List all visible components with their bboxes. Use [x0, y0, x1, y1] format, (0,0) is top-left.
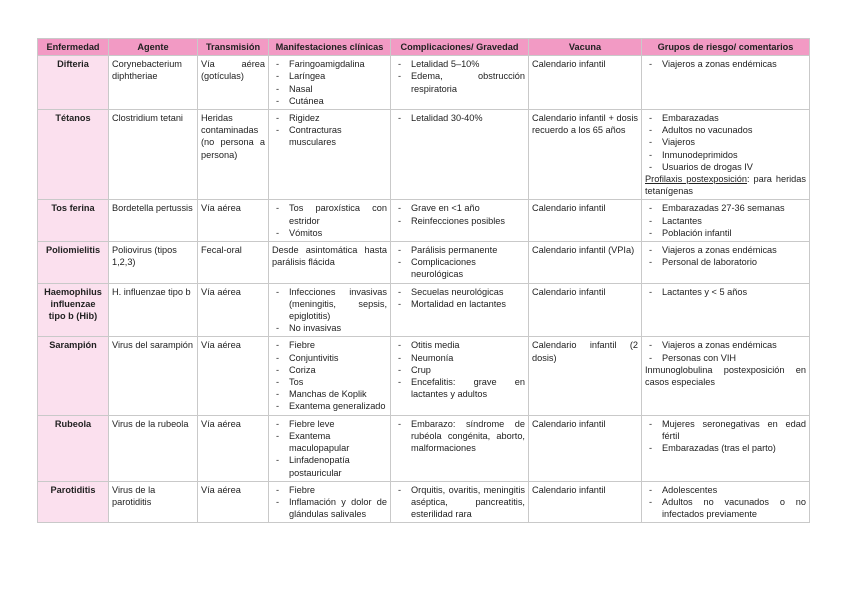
list-item: - Población infantil — [645, 227, 806, 239]
list-item: - Letalidad 30-40% — [394, 112, 525, 124]
list-item: - Personas con VIH — [645, 352, 806, 364]
table-cell — [642, 481, 810, 523]
list-item: - Fiebre leve — [272, 418, 387, 430]
bullet-list — [645, 418, 806, 455]
table-cell: Calendario infantil — [529, 481, 642, 523]
list-item: - Lactantes — [645, 215, 806, 227]
disease-name: Rubeola — [38, 415, 109, 481]
disease-name: Haemophilus influenzae tipo b (Hib) — [38, 283, 109, 337]
list-item: - Embarazo: síndrome de rubéola congénita, aborto, malformaciones — [394, 418, 525, 455]
list-item: - Fiebre — [272, 484, 387, 496]
table-cell: Calendario infantil — [529, 283, 642, 337]
risk-note — [645, 173, 806, 197]
list-item: - Linfadenopatía postauricular — [272, 454, 387, 478]
column-header: Enfermedad — [38, 39, 109, 56]
list-item: - Exantema maculopapular — [272, 430, 387, 454]
list-item: - Embarazadas (tras el parto) — [645, 442, 806, 454]
column-header: Agente — [109, 39, 198, 56]
bullet-list — [645, 286, 806, 298]
list-item: - Infecciones invasivas (meningitis, sepsis, epiglotitis) — [272, 286, 387, 323]
table-cell — [391, 283, 529, 337]
table-row — [38, 200, 810, 242]
table-row — [38, 283, 810, 337]
bullet-list — [394, 202, 525, 226]
table-cell: H. influenzae tipo b — [109, 283, 198, 337]
table-cell: Vía aérea — [198, 481, 269, 523]
bullet-list — [394, 112, 525, 124]
list-item: - Inflamación y dolor de glándulas salivales — [272, 496, 387, 520]
bullet-list — [394, 339, 525, 400]
list-item: - Grave en <1 año — [394, 202, 525, 214]
list-item: - Parálisis permanente — [394, 244, 525, 256]
disease-name: Parotiditis — [38, 481, 109, 523]
bullet-list — [645, 202, 806, 239]
table-cell: Calendario infantil — [529, 56, 642, 110]
table-cell — [269, 110, 391, 200]
table-cell — [391, 56, 529, 110]
table-cell: Virus de la rubeola — [109, 415, 198, 481]
list-item: - No invasivas — [272, 322, 387, 334]
table-cell — [642, 283, 810, 337]
list-item: - Encefalitis: grave en lactantes y adultos — [394, 376, 525, 400]
table-cell — [269, 337, 391, 415]
disease-name: Tos ferina — [38, 200, 109, 242]
table-cell: Virus del sarampión — [109, 337, 198, 415]
list-item: - Mujeres seronegativas en edad fértil — [645, 418, 806, 442]
list-item: - Letalidad 5–10% — [394, 58, 525, 70]
list-item: - Viajeros a zonas endémicas — [645, 58, 806, 70]
list-item: - Tos — [272, 376, 387, 388]
table-cell — [269, 283, 391, 337]
table-row — [38, 337, 810, 415]
bullet-list — [272, 484, 387, 521]
bullet-list — [645, 244, 806, 268]
table-cell: Desde asintomática hasta parálisis flácida — [269, 242, 391, 284]
table-cell — [642, 200, 810, 242]
table-row — [38, 110, 810, 200]
table-cell — [269, 56, 391, 110]
column-header: Grupos de riesgo/ comentarios — [642, 39, 810, 56]
bullet-list — [645, 484, 806, 521]
list-item: - Embarazadas — [645, 112, 806, 124]
table-cell: Vía aérea — [198, 415, 269, 481]
list-item: - Tos paroxística con estridor — [272, 202, 387, 226]
table-cell: Corynebacterium diphtheriae — [109, 56, 198, 110]
bullet-list — [394, 244, 525, 281]
list-item: - Vómitos — [272, 227, 387, 239]
table-cell: Vía aérea — [198, 283, 269, 337]
bullet-list — [272, 418, 387, 479]
table-cell — [391, 200, 529, 242]
table-cell: Calendario infantil + dosis recuerdo a los 65 años — [529, 110, 642, 200]
list-item: - Adultos no vacunados — [645, 124, 806, 136]
list-item: - Adultos no vacunados o no infectados previamente — [645, 496, 806, 520]
table-row — [38, 415, 810, 481]
list-item: - Faringoamigdalina — [272, 58, 387, 70]
table-cell — [391, 242, 529, 284]
table-cell: Calendario infantil — [529, 415, 642, 481]
risk-note-text: Inmunoglobulina postexposición en casos especiales — [645, 364, 806, 388]
disease-name: Difteria — [38, 56, 109, 110]
list-item: - Secuelas neurológicas — [394, 286, 525, 298]
column-header: Vacuna — [529, 39, 642, 56]
column-header: Complicaciones/ Gravedad — [391, 39, 529, 56]
column-header: Manifestaciones clínicas — [269, 39, 391, 56]
disease-name: Tétanos — [38, 110, 109, 200]
list-item: - Complicaciones neurológicas — [394, 256, 525, 280]
table-cell: Calendario infantil (2 dosis) — [529, 337, 642, 415]
vaccine-preventable-diseases-table — [37, 38, 810, 523]
table-body — [38, 56, 810, 523]
table-cell — [269, 415, 391, 481]
table-cell — [642, 337, 810, 415]
list-item: - Crup — [394, 364, 525, 376]
table-row — [38, 242, 810, 284]
table-cell: Calendario infantil — [529, 200, 642, 242]
table-cell: Poliovirus (tipos 1,2,3) — [109, 242, 198, 284]
table-cell — [642, 56, 810, 110]
table-cell: Fecal-oral — [198, 242, 269, 284]
list-item: - Manchas de Koplik — [272, 388, 387, 400]
list-item: - Contracturas musculares — [272, 124, 387, 148]
list-item: - Exantema generalizado — [272, 400, 387, 412]
table-row — [38, 56, 810, 110]
disease-name: Sarampión — [38, 337, 109, 415]
list-item: - Mortalidad en lactantes — [394, 298, 525, 310]
bullet-list — [394, 484, 525, 521]
list-item: - Viajeros — [645, 136, 806, 148]
table-cell — [391, 110, 529, 200]
list-item: - Adolescentes — [645, 484, 806, 496]
table-cell — [642, 110, 810, 200]
list-item: - Laríngea — [272, 70, 387, 82]
list-item: - Viajeros a zonas endémicas — [645, 244, 806, 256]
list-item: - Rigidez — [272, 112, 387, 124]
table-cell: Bordetella pertussis — [109, 200, 198, 242]
table-cell: Calendario infantil (VPIa) — [529, 242, 642, 284]
list-item: - Conjuntivitis — [272, 352, 387, 364]
risk-note-text: : para heridas tetanígenas — [645, 174, 806, 197]
table-cell — [642, 242, 810, 284]
list-item: - Orquitis, ovaritis, meningitis aséptica, pancreatitis, esterilidad rara — [394, 484, 525, 521]
table-row — [38, 481, 810, 523]
table-cell — [391, 415, 529, 481]
bullet-list — [394, 58, 525, 95]
table-cell: Vía aérea — [198, 337, 269, 415]
list-item: - Personal de laboratorio — [645, 256, 806, 268]
bullet-list — [645, 112, 806, 173]
table-cell — [269, 200, 391, 242]
risk-note — [645, 364, 806, 388]
list-item: - Embarazadas 27-36 semanas — [645, 202, 806, 214]
list-item: - Reinfecciones posibles — [394, 215, 525, 227]
bullet-list — [272, 202, 387, 239]
table-cell — [391, 337, 529, 415]
list-item: - Fiebre — [272, 339, 387, 351]
bullet-list — [272, 112, 387, 149]
bullet-list — [394, 286, 525, 310]
list-item: - Viajeros a zonas endémicas — [645, 339, 806, 351]
list-item: - Edema, obstrucción respiratoria — [394, 70, 525, 94]
bullet-list — [272, 339, 387, 412]
list-item: - Cutánea — [272, 95, 387, 107]
table-cell — [391, 481, 529, 523]
table-cell: Vía aérea (gotículas) — [198, 56, 269, 110]
table-cell: Clostridium tetani — [109, 110, 198, 200]
bullet-list — [272, 58, 387, 107]
table-cell — [269, 481, 391, 523]
list-item: - Otitis media — [394, 339, 525, 351]
column-header: Transmisión — [198, 39, 269, 56]
header-row — [38, 39, 810, 56]
disease-name: Poliomielitis — [38, 242, 109, 284]
bullet-list — [272, 286, 387, 335]
bullet-list — [645, 58, 806, 70]
list-item: - Coriza — [272, 364, 387, 376]
list-item: - Neumonía — [394, 352, 525, 364]
table-cell: Vía aérea — [198, 200, 269, 242]
table-cell: Heridas contaminadas (no persona a persona) — [198, 110, 269, 200]
list-item: - Usuarios de drogas IV — [645, 161, 806, 173]
table-cell — [642, 415, 810, 481]
list-item: - Lactantes y < 5 años — [645, 286, 806, 298]
table-cell: Virus de la parotiditis — [109, 481, 198, 523]
list-item: - Nasal — [272, 83, 387, 95]
list-item: - Inmunodeprimidos — [645, 149, 806, 161]
bullet-list — [394, 418, 525, 455]
bullet-list — [645, 339, 806, 363]
risk-note-label: Profilaxis postexposición — [645, 174, 748, 185]
